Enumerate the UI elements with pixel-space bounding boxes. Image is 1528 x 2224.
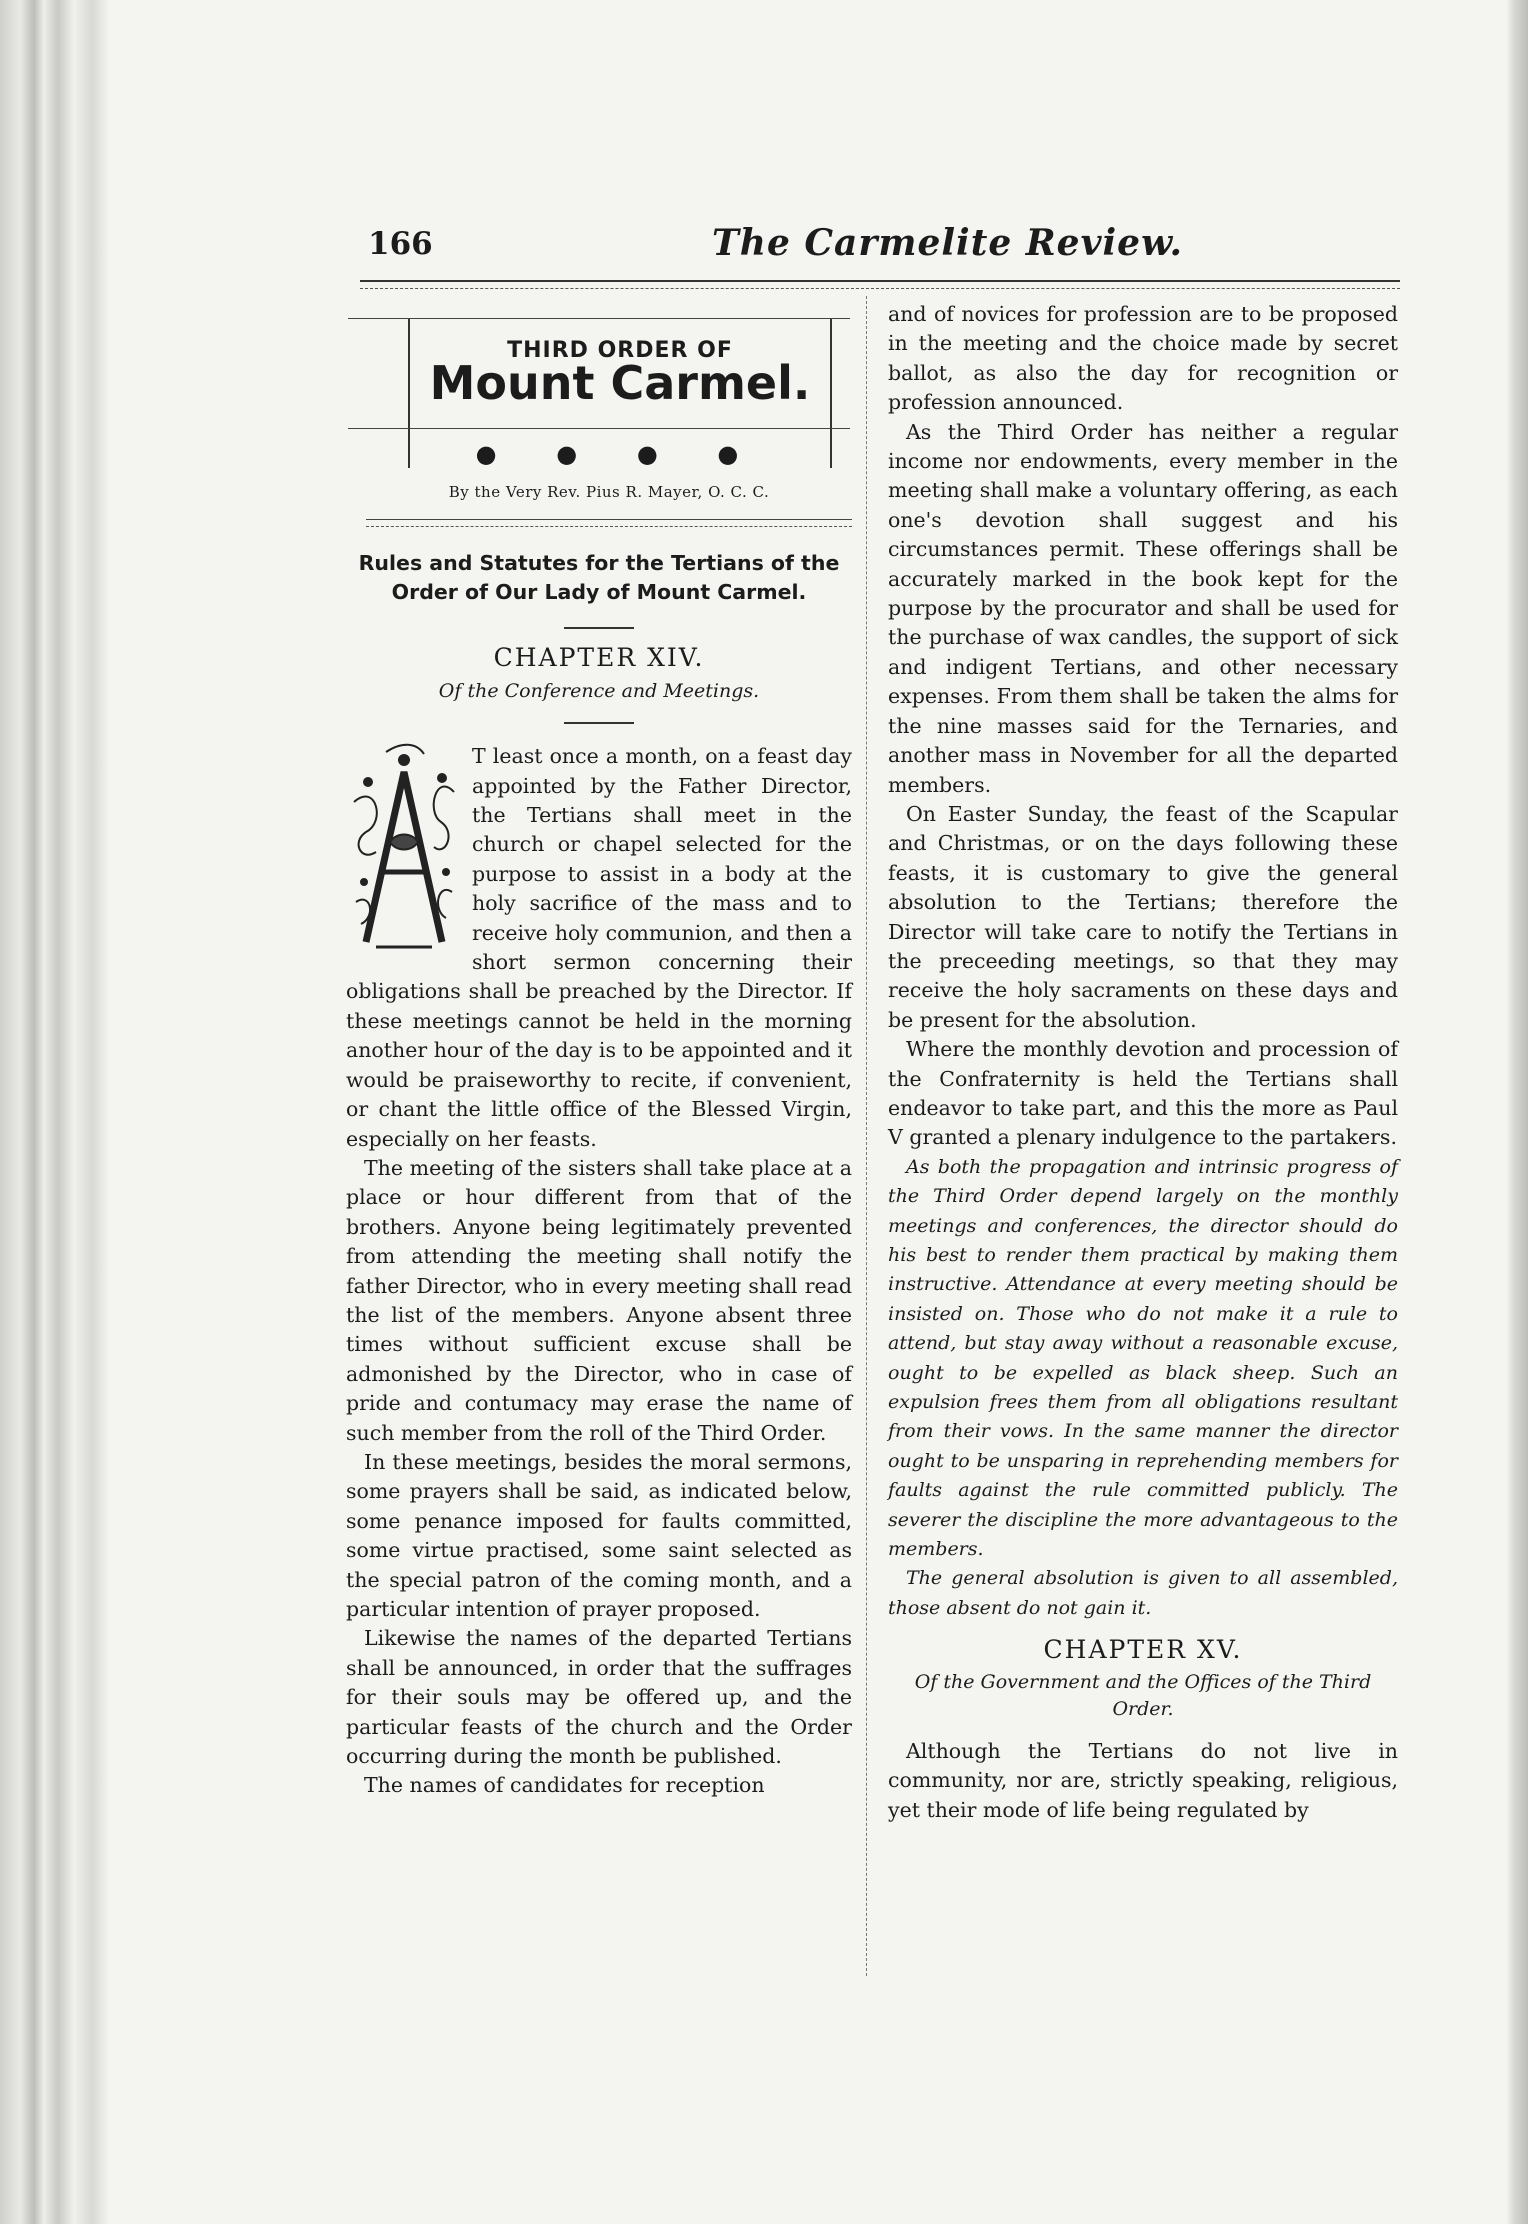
- ornament-dots: ● ● ● ●: [475, 440, 765, 468]
- paragraph: Where the monthly devotion and procession of the Confraternity is held the Tertians shall endeavor to take part, and this the more as Paul V granted a plenary indulgence to the partakers.: [888, 1037, 1398, 1150]
- paragraph: As the Third Order has neither a regular income nor endowments, every member in the meeting shall make a voluntary offering, as each one's devotion shall suggest and his circumstances permit. These offerings shall be accurately marked in the book kept for the purpose by the procurator and shall be used for the purchase of wax candles, the support of sick and indigent Tertians, and other necessary expenses. From them shall be taken the alms for the nine masses said for the Ternaries, and another mass in November for all the departed members.: [888, 419, 1398, 797]
- byline-rule: [366, 519, 852, 520]
- title-box-top-rule: [348, 318, 850, 319]
- title-box-bottom-rule: [348, 428, 850, 429]
- paragraph: T least once a month, on a feast day appointed by the Father Director, the Tertians shall meet in the church or chapel selected for the purpose to assist in a body at the holy sacrifice of the mass and to receive holy communion, and then a short sermon concerning their obligations shall be preached by the Director. If these meetings cannot be held in the morning another hour of the day is to be appointed and it would be praiseworthy to recite, if convenient, or chant the little office of the Blessed Virgin, especially on her feasts.: [346, 744, 852, 1151]
- paragraph: The names of candidates for reception: [364, 1773, 765, 1798]
- article-title: Mount Carmel.: [429, 356, 811, 411]
- short-rule: [564, 627, 634, 629]
- commentary-paragraph: The general absolution is given to all assembled, those absent do not gain it.: [888, 1567, 1398, 1619]
- header-rule: [360, 280, 1400, 282]
- byline-rule-dashed: [366, 526, 852, 527]
- chapter-14-subheading: Of the Conference and Meetings.: [438, 679, 760, 702]
- paragraph: and of novices for profession are to be proposed in the meeting and the choice made by secret ballot, as also the day for recognition or profession announced.: [888, 302, 1398, 415]
- chapter-15-heading: CHAPTER XV.: [1043, 1635, 1243, 1665]
- column-divider: [866, 296, 867, 1976]
- paragraph: In these meetings, besides the moral sermons, some prayers shall be said, as indicated below, some penance imposed for faults committed, some virtue practised, some saint selected as the special patron of the coming month, and a particular intention of prayer proposed.: [346, 1449, 852, 1621]
- byline: By the Very Rev. Pius R. Mayer, O. C. C.: [448, 483, 770, 501]
- paragraph: Likewise the names of the departed Tertians shall be announced, in order that the suffrages for their souls may be offered up, and the particular feasts of the church and the Order occurring during the month be published.: [346, 1626, 852, 1769]
- short-rule: [564, 722, 634, 724]
- title-box: [408, 318, 832, 468]
- commentary-paragraph: As both the propagation and intrinsic progress of the Third Order depend largely on the monthly meetings and conferences, the director should do his best to render them practical by making them instructive. Attendance at every meeting should be insisted on. Those who do not make it a rule to attend, but stay away without a reasonable excuse, ought to be expelled as black sheep. Such an expulsion frees them from all obligations resultant from their vows. In the same manner the director ought to be unsparing in reprehending members for faults against the rule committed publicly. The severer the discipline the more advantageous to the members.: [888, 1155, 1398, 1561]
- page-number: 166: [368, 226, 433, 262]
- paragraph: The meeting of the sisters shall take place at a place or hour different from that of the brothers. Anyone being legitimately prevented from attending the meeting shall notify the father Director, who in every meeting shall read the list of the members. Anyone absent three times without sufficient excuse shall be admonished by the Director, who in case of pride and contumacy may erase the name of such member from the roll of the Third Order.: [346, 1155, 852, 1445]
- article-subtitle: Rules and Statutes for the Tertians of the Order of Our Lady of Mount Carmel.: [358, 551, 840, 605]
- chapter-14-heading: CHAPTER XIV.: [493, 643, 705, 673]
- paragraph: Although the Tertians do not live in community, nor are, strictly speaking, religious, yet their mode of life being regulated by: [888, 1738, 1398, 1822]
- journal-title: The Carmelite Review.: [712, 222, 1183, 264]
- paragraph: On Easter Sunday, the feast of the Scapular and Christmas, or on the days following these feasts, it is customary to give the general absolution to the Tertians; therefore the Director will take care to notify the Tertians in the preceeding meetings, so that they may receive the holy sacraments on these days and be present for the absolution.: [888, 801, 1398, 1032]
- running-head: [368, 222, 1398, 268]
- article-kicker: THIRD ORDER OF: [507, 338, 733, 363]
- dropcap-a-ornament: [346, 742, 462, 960]
- chapter-15-subheading: Of the Government and the Offices of the Third Order.: [914, 1670, 1372, 1720]
- header-rule-dashed: [360, 288, 1400, 289]
- left-column: [346, 300, 852, 1801]
- right-column: [888, 300, 1398, 1825]
